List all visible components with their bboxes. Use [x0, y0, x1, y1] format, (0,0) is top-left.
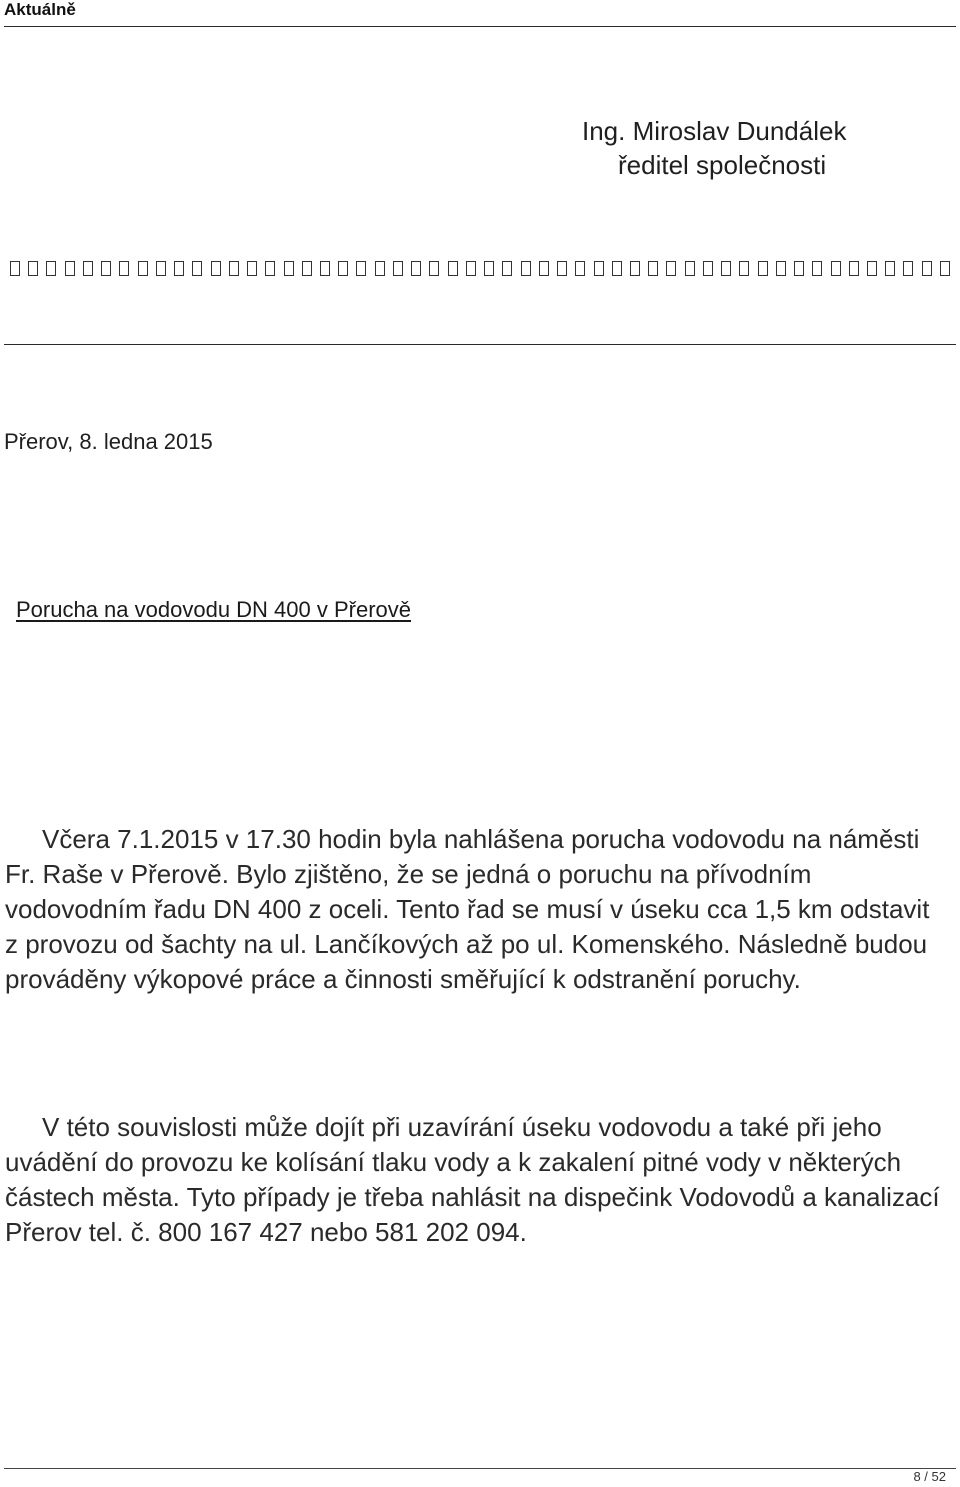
missing-glyph-box [502, 261, 512, 276]
missing-glyph-box [393, 261, 403, 276]
missing-glyph-box [65, 261, 75, 276]
missing-glyph-box [831, 261, 841, 276]
missing-glyph-box [776, 261, 786, 276]
missing-glyph-box [703, 261, 713, 276]
missing-glyph-box [302, 261, 312, 276]
missing-glyph-box [849, 261, 859, 276]
article-title[interactable]: Porucha na vodovodu DN 400 v Přerově [16, 597, 412, 622]
content-divider [4, 344, 956, 345]
missing-glyph-box [46, 261, 56, 276]
missing-glyph-box [138, 261, 148, 276]
missing-glyph-box [812, 261, 822, 276]
missing-glyph-box [229, 261, 239, 276]
missing-glyph-box [685, 261, 695, 276]
missing-glyph-box [101, 261, 111, 276]
signature-block [582, 114, 846, 182]
missing-glyph-box [484, 261, 494, 276]
section-title: Aktuálně [4, 0, 76, 19]
missing-glyph-box [448, 261, 458, 276]
missing-glyph-box [28, 261, 38, 276]
missing-glyph-box [284, 261, 294, 276]
signatory-name: Ing. Miroslav Dundálek [582, 116, 847, 146]
missing-glyph-box [429, 261, 439, 276]
signatory-role: ředitel společnosti [618, 150, 827, 180]
page-number: 8 / 52 [913, 1469, 946, 1484]
missing-glyph-box [10, 261, 20, 276]
missing-glyph-box [466, 261, 476, 276]
missing-glyph-box [119, 261, 129, 276]
missing-glyph-box [338, 261, 348, 276]
missing-glyph-box [666, 261, 676, 276]
missing-glyph-box [265, 261, 275, 276]
missing-glyph-box [521, 261, 531, 276]
missing-glyph-box [758, 261, 768, 276]
missing-glyph-box [721, 261, 731, 276]
missing-glyph-box [903, 261, 913, 276]
missing-glyph-box [885, 261, 895, 276]
missing-glyph-box [739, 261, 749, 276]
footer-divider [4, 1468, 956, 1469]
missing-glyph-box [375, 261, 385, 276]
missing-glyph-box [411, 261, 421, 276]
article-paragraph-2: V této souvislosti může dojít při uzavírání úseku vodovodu a také při jeho uvádění do provozu ke kolísání tlaku vody a k zakalení pitné vody v některých částech města. Tyto případy je třeba nahlásit na dispečink Vodovodů a kanalizací Přerov tel. č. 800 167 427 nebo 581 202 094. [5, 1112, 940, 1247]
dateline: Přerov, 8. ledna 2015 [4, 429, 213, 454]
missing-glyph-box [156, 261, 166, 276]
missing-glyph-box [867, 261, 877, 276]
missing-glyph-box [922, 261, 932, 276]
article-paragraph-1: Včera 7.1.2015 v 17.30 hodin byla nahlášena porucha vodovodu na náměsti Fr. Raše v Přerově. Bylo zjištěno, že se jedná o poruchu na přívodním vodovodním řadu DN 400 z oceli. Tento řad se musí v úseku cca 1,5 km odstavit z provozu od šachty na ul. Lančíkových až po ul. Komenského. Následně budou prováděny výkopové práce a činnosti směřující k odstranění poruchy. [5, 824, 930, 994]
missing-glyph-box [794, 261, 804, 276]
missing-glyph-box [247, 261, 257, 276]
missing-glyph-box [174, 261, 184, 276]
missing-glyph-box [940, 261, 950, 276]
missing-glyph-box [557, 261, 567, 276]
missing-glyph-box [320, 261, 330, 276]
missing-glyph-box [356, 261, 366, 276]
missing-glyph-box [83, 261, 93, 276]
missing-glyph-box [594, 261, 604, 276]
missing-glyph-box [575, 261, 585, 276]
missing-glyph-box [539, 261, 549, 276]
missing-glyph-box [192, 261, 202, 276]
missing-glyph-box [612, 261, 622, 276]
header-divider [4, 26, 956, 27]
missing-glyph-box [211, 261, 221, 276]
missing-glyph-box [630, 261, 640, 276]
missing-glyph-row [10, 261, 950, 276]
missing-glyph-box [648, 261, 658, 276]
